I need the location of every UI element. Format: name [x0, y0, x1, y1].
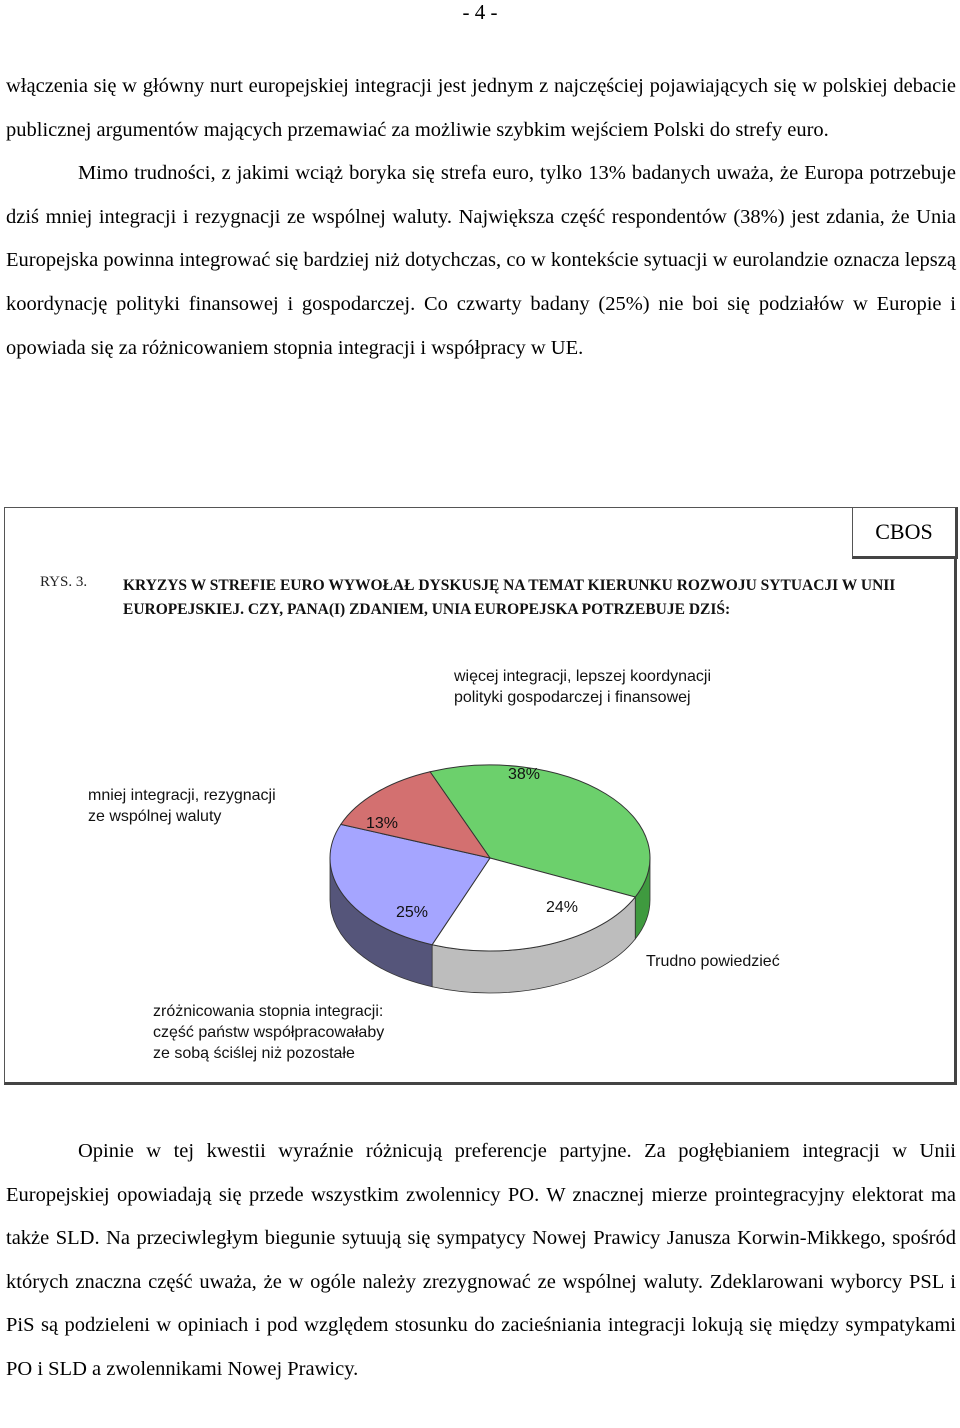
paragraph-intro-b: Mimo trudności, z jakimi wciąż boryka się strefa euro, tylko 13% badanych uważa, że Europa potrzebuje dziś mniej integracji i rezygnacji ze wspólnej waluty. Największa część respondentów (38%) jest zdania, że Unia Europejska powinna integrować się bardziej niż dotychczas, co w kontekście sytuacji w eurolandzie oznacza lepszą koordynację polityki finansowej i gospodarczej. Co czwarty badany (25%) nie boi się podziałów w Europie i opowiada się za różnicowaniem stopnia integracji i współpracy w UE. [6, 162, 956, 359]
figure-title: KRYZYS W STREFIE EURO WYWOŁAŁ DYSKUSJĘ NA TEMAT KIERUNKU ROZWOJU SYTUACJI W UNII EUROPEJSKIEJ. CZY, PANA(I) ZDANIEM, UNIA EUROPEJSKA POTRZEBUJE DZIŚ: [123, 577, 896, 618]
paragraph-party-preferences [6, 1130, 956, 1392]
pie-category-label: więcej integracji, lepszej koordynacji [454, 668, 712, 685]
pie-category-label: zróżnicowania stopnia integracji: [153, 1003, 384, 1020]
paragraph-intro-a: włączenia się w główny nurt europejskiej integracji jest jednym z najczęściej pojawiających się w polskiej debacie publicznej argumentów mających przemawiać za możliwie szybkim wejściem Polski do strefy euro. [6, 75, 956, 141]
pie-category-label: polityki gospodarczej i finansowej [454, 689, 691, 706]
pie-category-label: część państw współpracowałaby [153, 1024, 385, 1041]
pie-value-label: 38% [507, 766, 541, 783]
pie-value-label: 13% [365, 815, 399, 832]
pie-category-label: mniej integracji, rezygnacji [88, 787, 276, 804]
pie-value-label: 24% [545, 899, 579, 916]
page-number: - 4 - [462, 0, 498, 24]
pie-category-label: ze wspólnej waluty [88, 808, 222, 825]
pie-category-label: ze sobą ściślej niż pozostałe [153, 1045, 355, 1062]
pie-category-label: Trudno powiedzieć [646, 953, 780, 970]
figure-source-tag: CBOS [852, 507, 958, 559]
paragraph-party-text: Opinie w tej kwestii wyraźnie różnicują preferencje partyjne. Za pogłębianiem integracji w Unii Europejskiej opowiadają się przede wszystkim zwolennicy PO. W znacznej mierze prointegracyjny elektorat ma także SLD. Na przeciwległym biegunie sytuują się sympatycy Nowej Prawicy Janusza Korwin-Mikkego, spośród których znaczna część uważa, że w ogóle należy zrezygnować ze wspólnej waluty. Zdeklarowani wyborcy PSL i PiS są podzieleni w opiniach i pod względem stosunku do zacieśniania integracji lokują się między sympatykami PO i SLD a zwolennikami Nowej Prawicy. [6, 1140, 956, 1380]
pie-value-label: 25% [395, 904, 429, 921]
figure-number: RYS. 3. [40, 574, 88, 590]
